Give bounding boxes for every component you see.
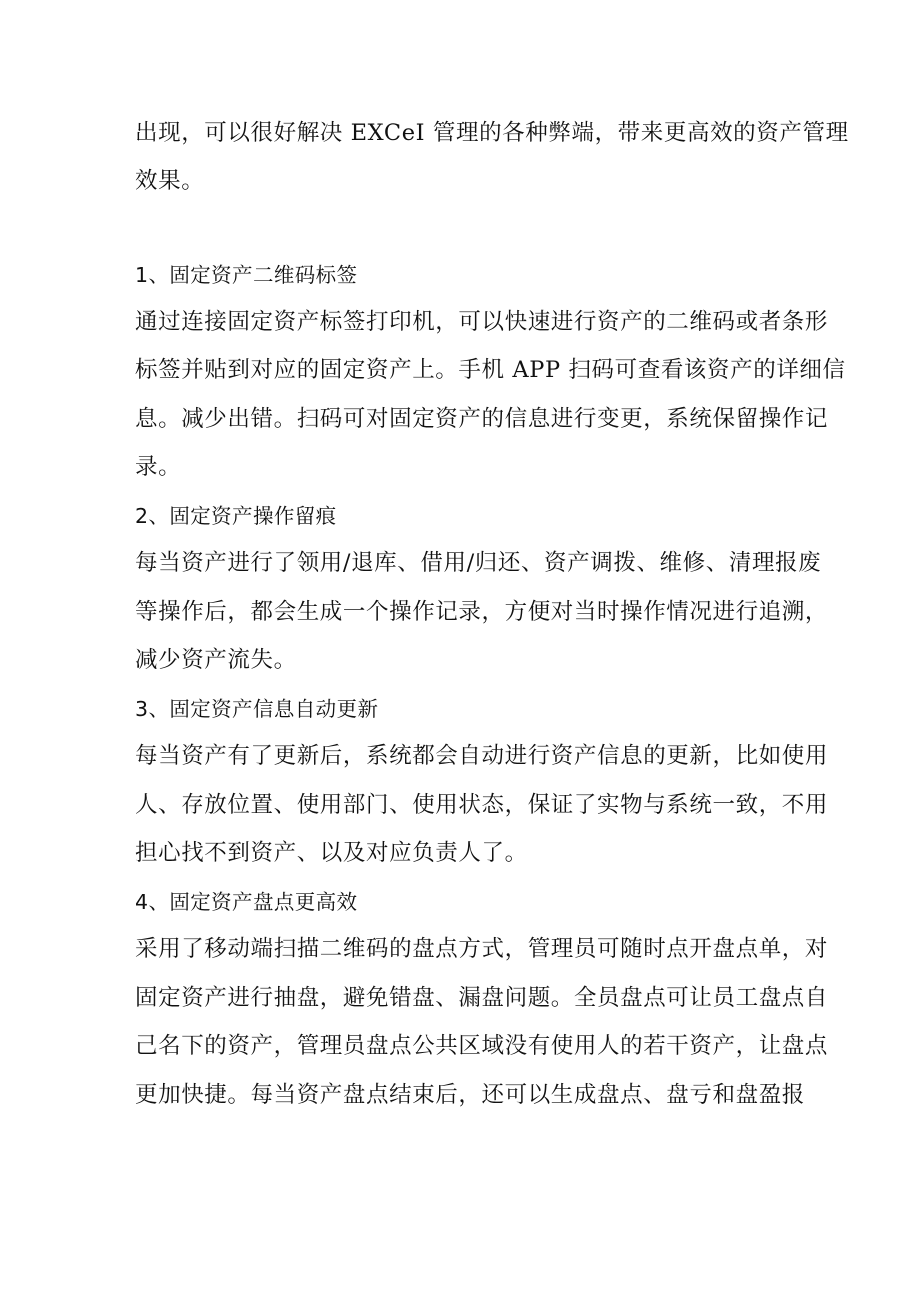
section-1-line-1: 通过连接固定资产标签打印机，可以快速进行资产的二维码或者条形	[135, 309, 829, 335]
section-1-line-4: 录。	[135, 454, 182, 480]
section-3-line-3: 担心找不到资产、以及对应负责人了。	[135, 840, 528, 866]
section-2-line-1: 每当资产进行了领用/退库、借用/归还、资产调拨、维修、清理报废	[135, 550, 822, 576]
section-4-line-3: 己名下的资产，管理员盘点公共区域没有使用人的若干资产，让盘点	[135, 1033, 829, 1059]
section-4-line-4: 更加快捷。每当资产盘点结束后，还可以生成盘点、盘亏和盘盈报	[135, 1082, 805, 1108]
section-1-line-3: 息。减少出错。扫码可对固定资产的信息进行变更，系统保留操作记	[135, 406, 829, 432]
section-1-line-2: 标签并贴到对应的固定资产上。手机 APP 扫码可查看该资产的详细信	[135, 357, 846, 383]
section-1-heading: 1、固定资产二维码标签	[135, 263, 358, 287]
section-4-heading: 4、固定资产盘点更高效	[135, 890, 358, 914]
section-3-heading: 3、固定资产信息自动更新	[135, 697, 379, 721]
section-4-line-1: 采用了移动端扫描二维码的盘点方式，管理员可随时点开盘点单，对	[135, 936, 829, 962]
intro-line-1: 出现，可以很好解决 EXCeI 管理的各种弊端，带来更高效的资产管理	[135, 120, 849, 146]
section-4-line-2: 固定资产进行抽盘，避免错盘、漏盘问题。全员盘点可让员工盘点自	[135, 985, 829, 1011]
intro-line-2: 效果。	[135, 168, 205, 194]
section-3-line-1: 每当资产有了更新后，系统都会自动进行资产信息的更新，比如使用	[135, 743, 829, 769]
section-3-line-2: 人、存放位置、使用部门、使用状态，保证了实物与系统一致，不用	[135, 792, 829, 818]
section-2-heading: 2、固定资产操作留痕	[135, 504, 337, 528]
section-2-line-2: 等操作后，都会生成一个操作记录，方便对当时操作情况进行追溯，	[135, 599, 829, 625]
section-2-line-3: 减少资产流失。	[135, 647, 297, 673]
